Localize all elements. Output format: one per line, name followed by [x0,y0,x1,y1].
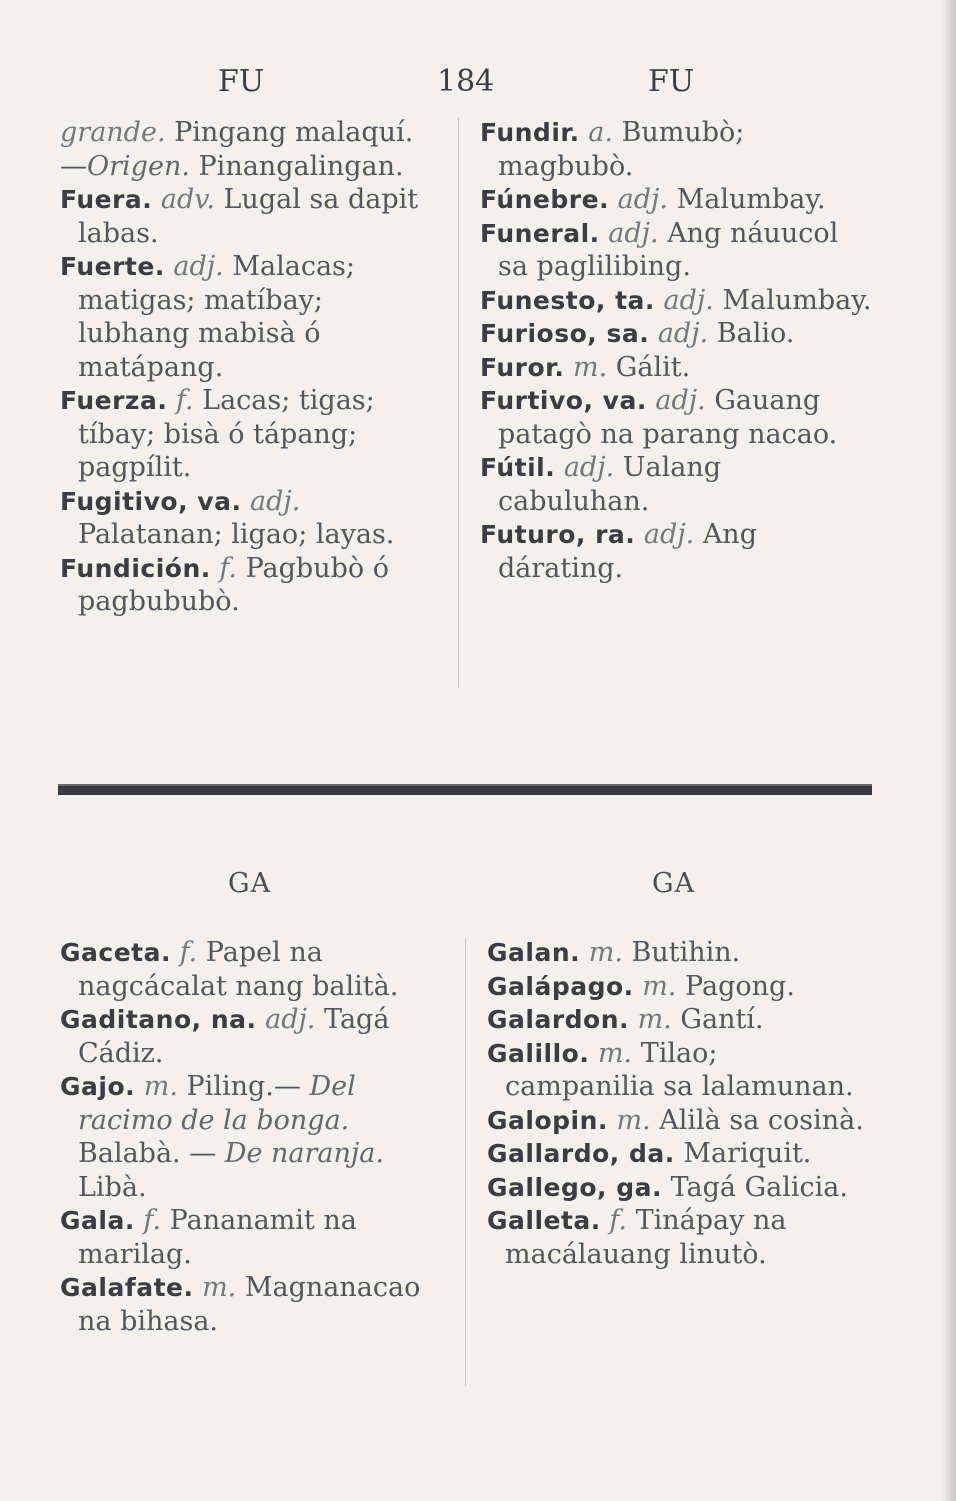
entry-definition: Ualang cabuluhan. [498,452,722,517]
entry-definition: Malumbay. [722,284,872,316]
entry-pos: f. [175,385,194,416]
entry-pos: adj. [657,318,709,349]
entry-headword: Fúnebre. [480,185,610,214]
section-head-right: GA [652,868,696,899]
entry-headword: Fuerte. [60,252,165,281]
dictionary-entry [480,116,872,183]
entry-headword: Gaditano, na. [60,1005,257,1034]
entry-definition: Balabà. — [78,1138,217,1169]
entry-headword: Galleta. [487,1206,601,1235]
dictionary-entry [60,1070,445,1204]
entry-definition: Gauang patagò na parang nacao. [498,385,838,450]
dictionary-entry [60,1271,445,1338]
entry-headword: Galillo. [487,1038,590,1068]
entry-definition: Piling.— [186,1071,301,1102]
dictionary-entry [487,970,875,1004]
entry-headword: Furor. [480,352,565,382]
entry-definition: Pinangalingan. [198,150,404,182]
running-head [0,64,956,104]
entry-definition: Magnanacao na bihasa. [78,1272,421,1337]
entry-definition: Bumubò; magbubò. [498,117,745,182]
entry-definition: Mariquit. [683,1138,812,1169]
dictionary-entry [60,552,440,619]
entry-pos: adj. [563,452,615,483]
entry-definition: Tilao; campanilia sa lalamunan. [505,1037,854,1102]
dictionary-entry [487,1137,875,1171]
entry-definition: Ang náuucol sa paglilibing. [498,217,839,282]
entry-pos: adj. [265,1004,316,1035]
entry-pos: m. [573,351,608,383]
dictionary-entry [60,485,440,552]
entry-headword: Fundir. [480,118,580,147]
entry-pos: adj. [643,519,695,550]
entry-definition: Alilà sa cosinà. [659,1104,864,1136]
entry-definition: Pagbubò ó pagbububò. [78,552,389,617]
entry-definition: Libà. [78,1171,147,1203]
entry-pos: f. [609,1205,628,1236]
entry-definition: Malumbay. [676,184,826,215]
entry-headword: Gallego, ga. [487,1172,663,1202]
bottom-left-column [60,936,445,1338]
entry-headword: Galápago. [487,971,634,1001]
dictionary-entry [60,116,440,183]
entry-headword: Furioso, sa. [480,319,650,348]
page-edge-shadow [942,0,956,1501]
entry-headword: Fugitivo, va. [60,486,242,516]
entry-definition: Malacas; matigas; matíbay; lubhang mabisà ó matápang. [78,251,356,383]
entry-headword: Galafate. [60,1273,194,1302]
dictionary-entry [60,250,440,384]
entry-subhead: Del racimo de la bonga. [78,1071,356,1136]
dictionary-entry [60,384,440,485]
entry-definition: Palatanan; ligao; layas. [78,519,395,550]
entry-definition: Lacas; tigas; tíbay; bisà ó tápang; pagpílit. [78,385,375,483]
dictionary-entry [487,936,875,970]
dictionary-entry [480,384,872,451]
dictionary-entry [60,936,445,1003]
entry-headword: Fútil. [480,453,556,482]
entry-continuation: grande. [60,117,166,148]
top-right-column [480,116,872,585]
entry-definition: Ang dárating. [498,519,757,584]
entry-headword: Galardon. [487,1005,630,1034]
entry-definition: Tinápay na macálauang linutò. [505,1205,787,1270]
entry-headword: Gallardo, da. [487,1139,675,1168]
page-number: 184 [437,64,495,99]
entry-pos: m. [642,970,677,1002]
entry-pos: adj. [173,251,224,282]
entry-headword: Galopin. [487,1105,608,1135]
entry-definition: Pingang malaquí.— [60,117,414,182]
running-head-left: FU [218,64,265,99]
entry-definition: Papel na nagcácalat nang balità. [78,937,399,1002]
dictionary-entry [487,1003,875,1037]
column-divider [458,118,459,688]
entry-subhead: De naranja. [224,1138,384,1169]
entry-headword: Galan. [487,938,581,967]
entry-definition: Butihin. [631,937,741,968]
entry-headword: Funesto, ta. [480,285,655,315]
section-rule [58,784,872,795]
dictionary-entry [487,1037,875,1104]
dictionary-entry [480,217,872,284]
dictionary-entry [60,1003,445,1070]
entry-headword: Fundición. [60,553,211,583]
entry-definition: Tagá Cádiz. [78,1004,390,1069]
entry-pos: adj. [250,485,301,517]
entry-headword: Funeral. [480,218,600,248]
dictionary-entry [480,351,872,385]
dictionary-entry [487,1171,875,1205]
dictionary-entry [480,451,872,518]
dictionary-entry [480,284,872,318]
dictionary-entry [480,183,872,217]
entry-headword: Gaceta. [60,938,171,967]
dictionary-entry [487,1104,875,1138]
entry-pos: m. [588,937,623,968]
entry-pos: m. [202,1272,237,1303]
entry-headword: Fuerza. [60,386,168,415]
entry-pos: a. [588,117,613,148]
entry-definition: Tagá Galicia. [670,1171,848,1203]
running-head-right: FU [648,64,695,99]
column-divider [465,938,466,1386]
section-head-left: GA [228,868,272,899]
entry-definition: Lugal sa dapit labas. [78,184,419,249]
entry-pos: adj. [608,217,659,249]
entry-pos: m. [143,1071,178,1102]
entry-pos: f. [143,1205,162,1236]
entry-pos: adj. [663,284,714,316]
entry-headword: Fuera. [60,185,153,214]
dictionary-entry [60,1204,445,1271]
entry-headword: Gajo. [60,1072,136,1101]
dictionary-entry [480,317,872,351]
entry-subhead: Origen. [87,150,190,182]
entry-pos: f. [219,552,237,584]
dictionary-entry [60,183,440,250]
top-left-column [60,116,440,619]
entry-headword: Gala. [60,1206,135,1235]
entry-pos: adj. [655,385,706,416]
entry-headword: Furtivo, va. [480,386,647,415]
entry-definition: Gálit. [615,351,691,383]
entry-definition: Gantí. [680,1004,764,1035]
dictionary-entry [487,1204,875,1271]
entry-definition: Pananamit na marilag. [78,1205,357,1270]
entry-pos: m. [616,1104,651,1136]
entry-pos: f. [179,937,198,968]
entry-definition: Balio. [716,318,795,349]
entry-definition: Pagong. [685,970,795,1002]
entry-headword: Futuro, ra. [480,520,636,549]
entry-pos: adj. [617,184,668,215]
dictionary-entry [480,518,872,585]
entry-pos: adv. [160,184,215,215]
bottom-right-column [487,936,875,1271]
entry-pos: m. [597,1037,633,1069]
entry-pos: m. [637,1004,672,1035]
